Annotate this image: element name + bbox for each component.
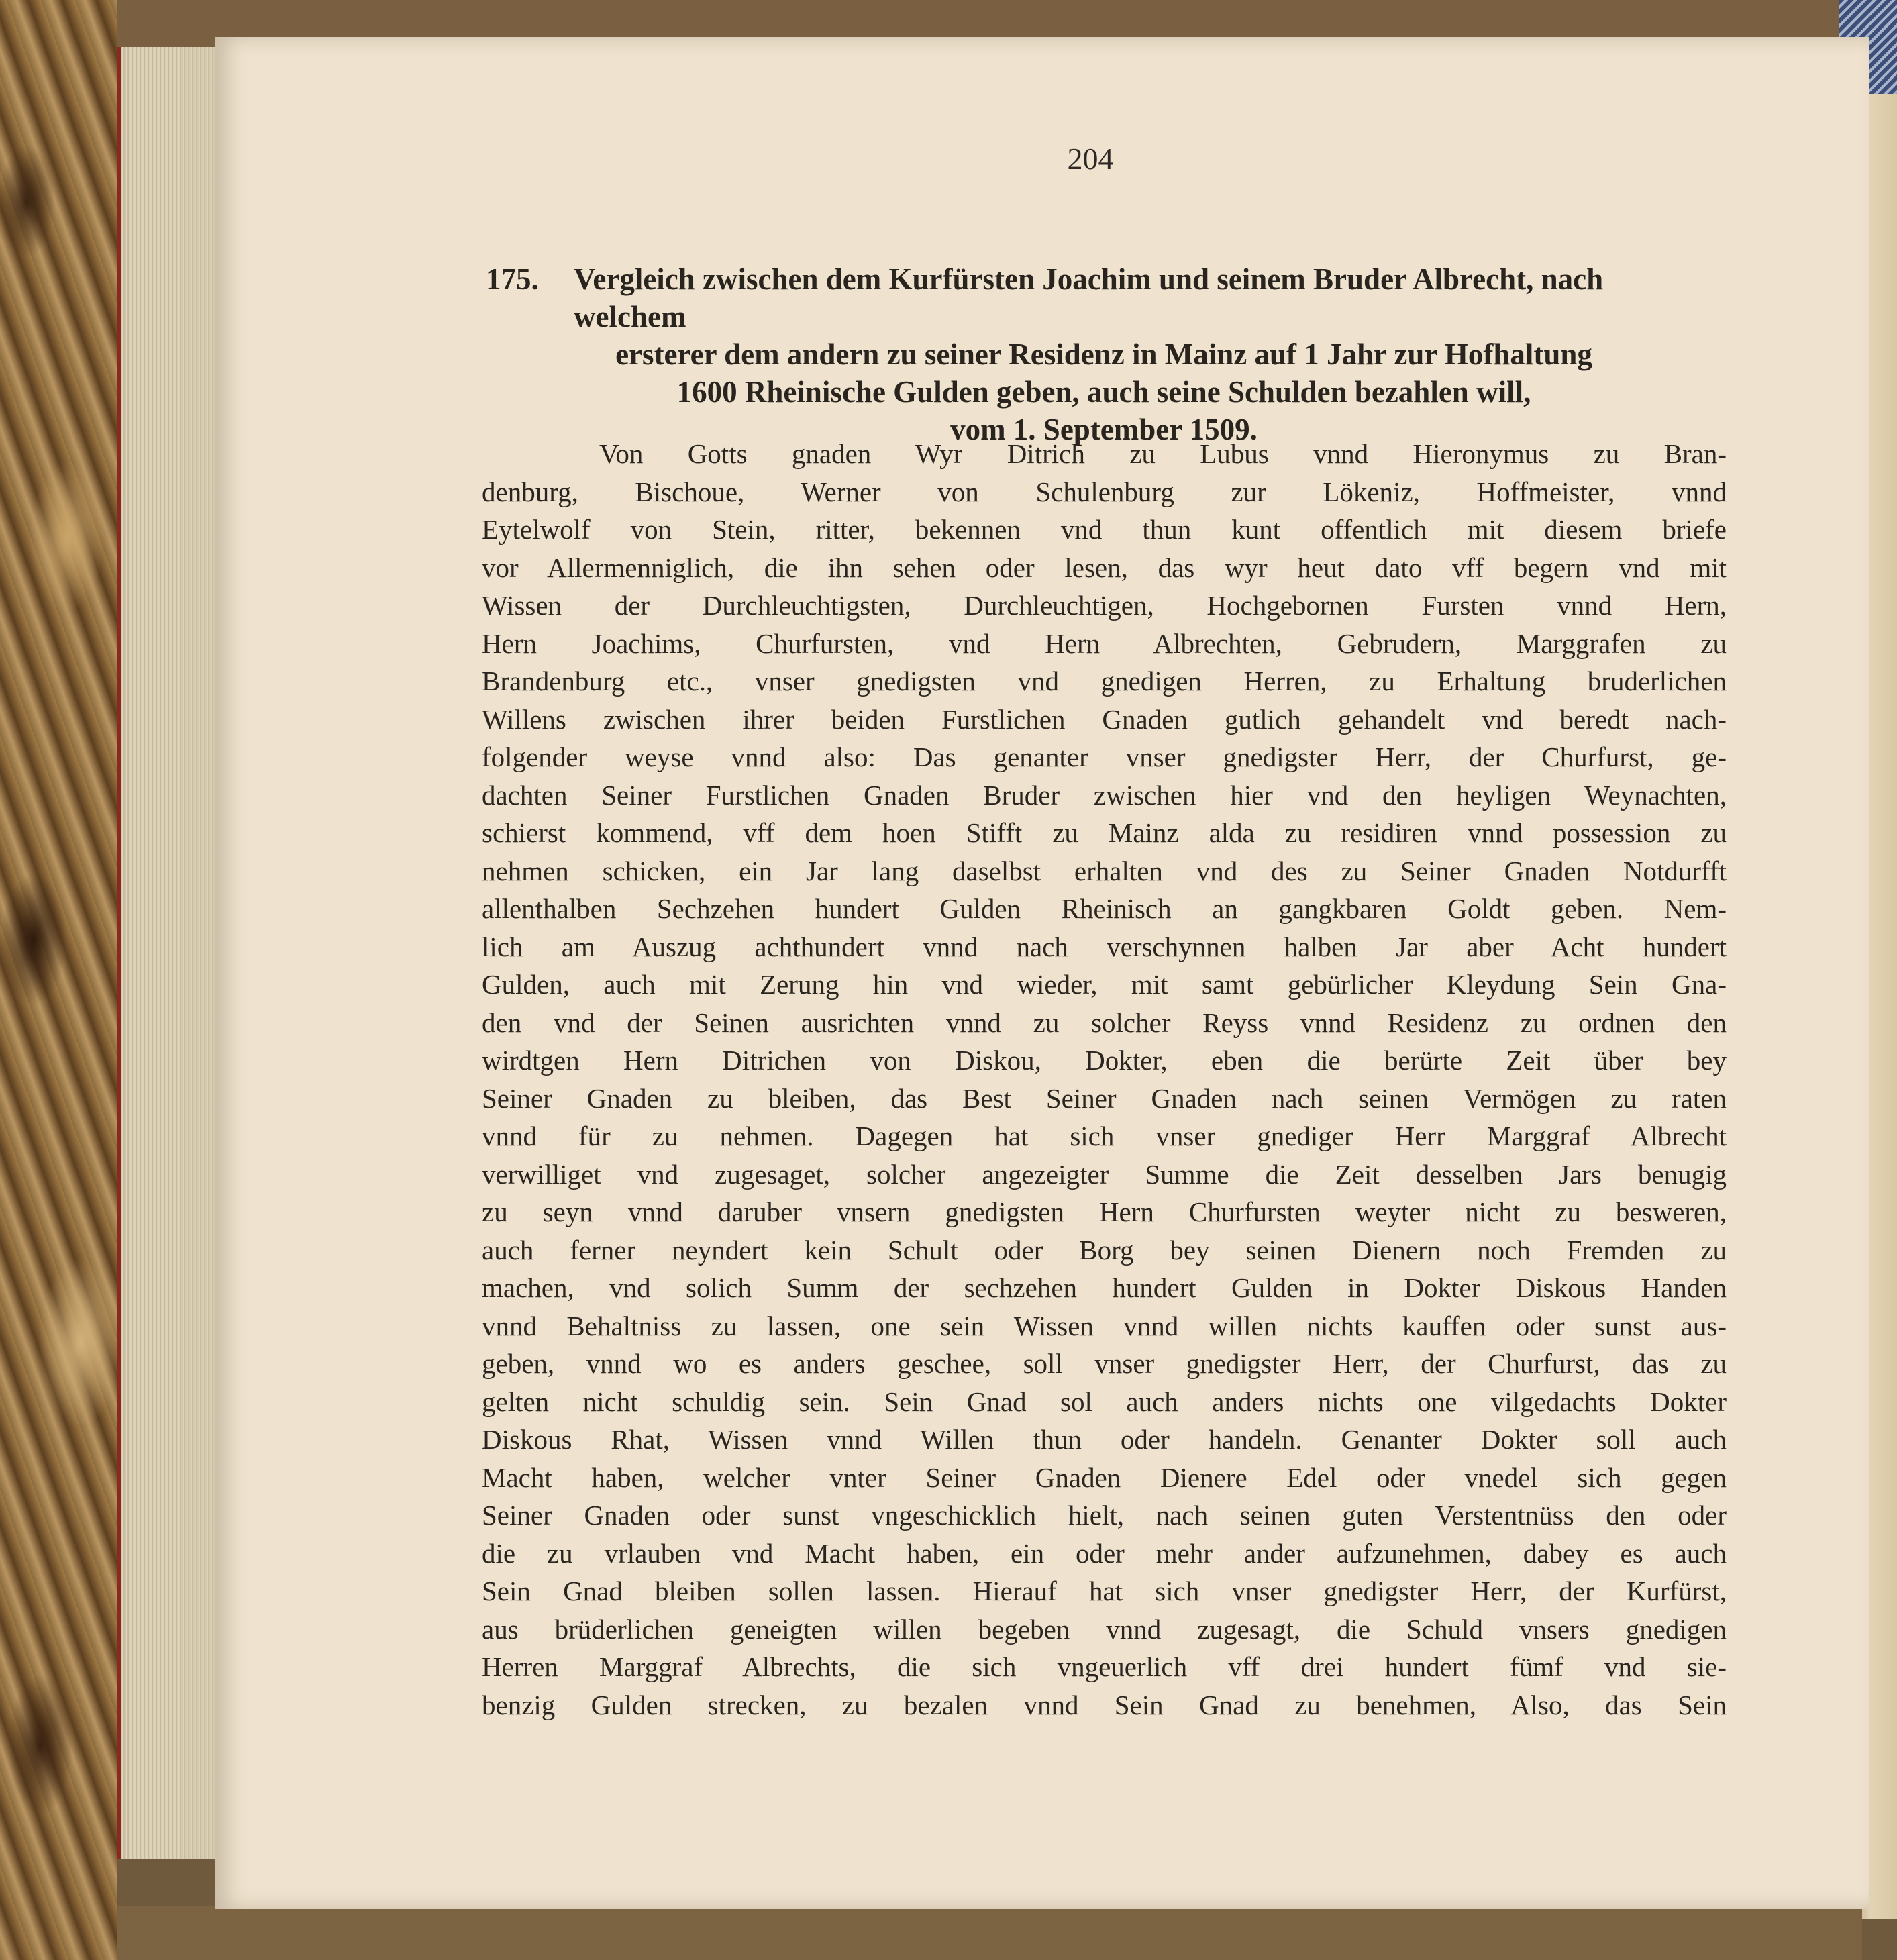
text-line: Willens zwischen ihrer beiden Furstlichen Gnaden gutlich gehandelt vnd beredt nach- bbox=[482, 703, 1727, 735]
text-line: geben, vnnd wo es anders geschee, soll vnser gnedigster Herr, der Churfurst, das zu bbox=[482, 1348, 1727, 1379]
text-line: lich am Auszug achthundert vnnd nach verschynnen halben Jar aber Acht hundert bbox=[482, 931, 1727, 962]
text-line: Von Gotts gnaden Wyr Ditrich zu Lubus vnnd Hieronymus zu Bran- bbox=[599, 438, 1727, 469]
text-line: Eytelwolf von Stein, ritter, bekennen vnd thun kunt offentlich mit diesem briefe bbox=[482, 514, 1727, 545]
page-number: 204 bbox=[1067, 142, 1114, 176]
document-heading bbox=[486, 260, 1718, 448]
text-line: wirdtgen Hern Ditrichen von Diskou, Dokter, eben die berürte Zeit über bey bbox=[482, 1045, 1727, 1076]
text-line: benzig Gulden strecken, zu bezalen vnnd Sein Gnad zu benehmen, Also, das Sein bbox=[482, 1689, 1727, 1720]
document-body bbox=[482, 435, 1727, 1724]
text-line: Gulden, auch mit Zerung hin vnd wieder, mit samt gebürlicher Kleydung Sein Gna- bbox=[482, 969, 1727, 1000]
text-line: denburg, Bischoue, Werner von Schulenburg zur Lökeniz, Hoffmeister, vnnd bbox=[482, 476, 1727, 507]
text-line: den vnd der Seinen ausrichten vnnd zu solcher Reyss vnnd Residenz zu ordnen den bbox=[482, 1007, 1727, 1038]
text-line: aus brüderlichen geneigten willen begeben vnnd zugesagt, die Schuld vnsers gnedigen bbox=[482, 1613, 1727, 1645]
text-line: auch ferner neyndert kein Schult oder Borg bey seinen Dienern noch Fremden zu bbox=[482, 1234, 1727, 1266]
text-line: machen, vnd solich Summ der sechzehen hundert Gulden in Dokter Diskous Handen bbox=[482, 1272, 1727, 1303]
text-line: nehmen schicken, ein Jar lang daselbst erhalten vnd des zu Seiner Gnaden Notdurfft bbox=[482, 855, 1727, 886]
heading-line: 1600 Rheinische Gulden geben, auch seine Schulden bezahlen will, bbox=[676, 375, 1531, 409]
text-line: allenthalben Sechzehen hundert Gulden Rheinisch an gangkbaren Goldt geben. Nem- bbox=[482, 893, 1727, 924]
page-stack-edge bbox=[117, 47, 229, 1859]
text-line: schierst kommend, vff dem hoen Stifft zu Mainz alda zu residiren vnnd possession zu bbox=[482, 817, 1727, 848]
text-line: Sein Gnad bleiben sollen lassen. Hierauf hat sich vnser gnedigster Herr, der Kurfürst, bbox=[482, 1576, 1727, 1606]
heading-line: ersterer dem andern zu seiner Residenz in Mainz auf 1 Jahr zur Hofhaltung bbox=[615, 338, 1592, 371]
text-line: Seiner Gnaden oder sunst vngeschicklich hielt, nach seinen guten Verstentnüss den oder bbox=[482, 1500, 1727, 1531]
text-line: vnnd Behaltniss zu lassen, one sein Wissen vnnd willen nichts kauffen oder sunst aus- bbox=[482, 1310, 1727, 1341]
text-line: dachten Seiner Furstlichen Gnaden Bruder zwischen hier vnd den heyligen Weynachten, bbox=[482, 779, 1727, 811]
text-line: die zu vrlauben vnd Macht haben, ein oder mehr ander aufzunehmen, dabey es auch bbox=[482, 1537, 1727, 1569]
text-line: Diskous Rhat, Wissen vnnd Willen thun oder handeln. Genanter Dokter soll auch bbox=[482, 1424, 1727, 1455]
text-line: Seiner Gnaden zu bleiben, das Best Seiner Gnaden nach seinen Vermögen zu raten bbox=[482, 1082, 1727, 1114]
text-line: Brandenburg etc., vnser gnedigsten vnd gnedigen Herren, zu Erhaltung bruderlichen bbox=[482, 666, 1727, 697]
text-line: Herren Marggraf Albrechts, die sich vngeuerlich vff drei hundert fümf vnd sie- bbox=[482, 1651, 1727, 1682]
heading-line: Vergleich zwischen dem Kurfürsten Joachim und seinem Bruder Albrecht, nach welchem bbox=[574, 262, 1604, 333]
text-line: zu seyn vnnd daruber vnsern gnedigsten Hern Churfursten weyter nicht zu besweren, bbox=[482, 1196, 1727, 1227]
text-line: vnnd für zu nehmen. Dagegen hat sich vnser gnediger Herr Marggraf Albrecht bbox=[482, 1121, 1727, 1151]
heading-line: vom 1. September 1509. bbox=[950, 413, 1258, 446]
text-line: gelten nicht schuldig sein. Sein Gnad sol auch anders nichts one vilgedachts Dokter bbox=[482, 1386, 1727, 1417]
document-number: 175. bbox=[486, 262, 539, 296]
text-line: verwilliget vnd zugesaget, solcher angezeigter Summe die Zeit desselben Jars benugig bbox=[482, 1158, 1727, 1190]
text-line: Wissen der Durchleuchtigsten, Durchleuchtigen, Hochgebornen Fursten vnnd Hern, bbox=[482, 590, 1727, 621]
text-line: Macht haben, welcher vnter Seiner Gnaden Dienere Edel oder vnedel sich gegen bbox=[482, 1461, 1727, 1493]
text-line: vor Allermenniglich, die ihn sehen oder lesen, das wyr heut dato vff begern vnd mit bbox=[482, 552, 1727, 583]
marbled-cover-board bbox=[0, 0, 117, 1960]
text-line: Hern Joachims, Churfursten, vnd Hern Albrechten, Gebrudern, Marggrafen zu bbox=[482, 627, 1727, 659]
binding-bottom-edge bbox=[117, 1906, 1862, 1960]
text-line: folgender weyse vnnd also: Das genanter vnser gnedigster Herr, der Churfurst, ge- bbox=[482, 741, 1727, 772]
